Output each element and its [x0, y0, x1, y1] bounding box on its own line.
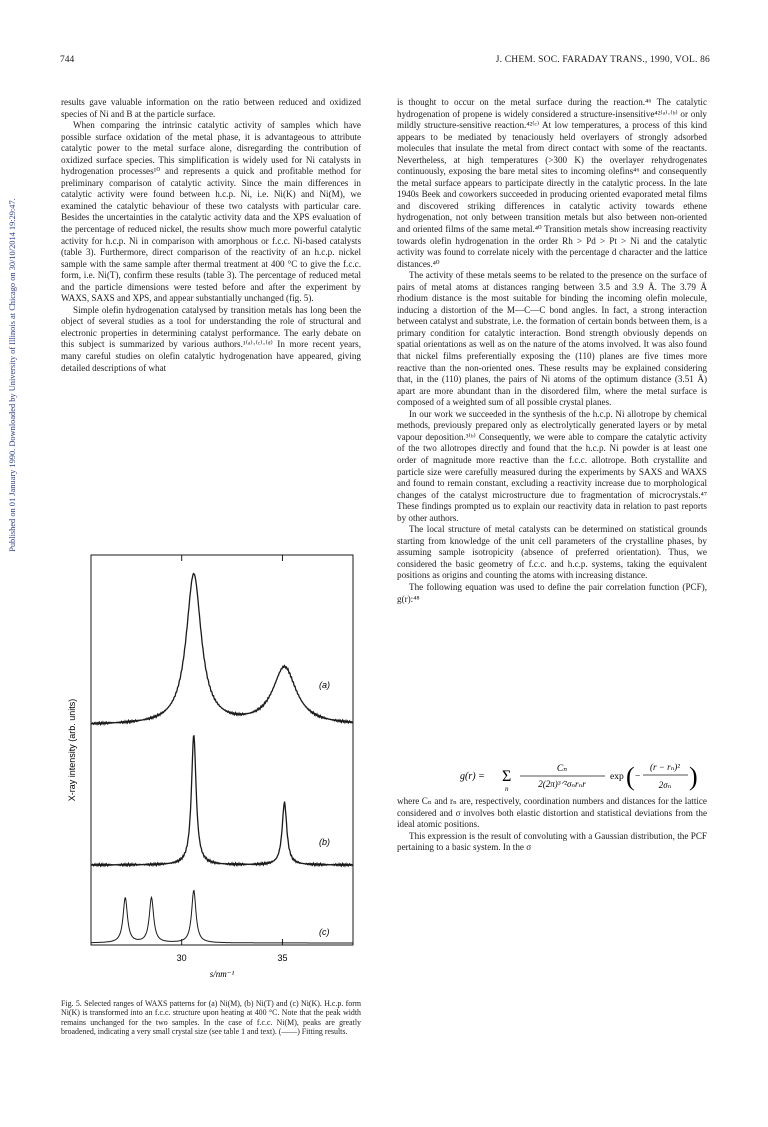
left-column [61, 97, 361, 374]
y-axis-label: X-ray intensity (arb. units) [67, 698, 77, 802]
paragraph: is thought to occur on the metal surface during the reaction.⁴⁶ The catalytic hydrogenation of propene is widely considered a structure-insensitive⁴²⁽ᵃ⁾·⁽ᵇ⁾ or only mildly structure-sensitive reaction.⁴²⁽ᶜ⁾ At low temperatures, a process of this kind appears to be mediated by tenaciously held overlayers of strongly adsorbed molecules that insulate the metal from direct contact with some of the reactants. Nevertheless, at high temperatures (>300 K) the overlayer rehydrogenates continuously, exposing the bare metal sites to incoming olefins⁴⁶ and consequently the metal surface appears to participate directly in the catalytic process. In the late 1940s Beek and coworkers succeeded in producing oriented evaporated metal films and discovered striking differences in catalytic activity towards ethene hydrogenation, not only between transition metals but also between non-oriented and oriented films of the same metal.⁴⁰ Transition metals show increasing reactivity towards olefin hydrogenation in the order Rh > Pd > Pt > Ni and the catalytic activity was found to correlate nicely with the percentage d character and the lattice distances.⁴⁰ [397, 97, 707, 269]
eq-exp-denominator: 2σₙ [658, 780, 672, 790]
right-column [397, 97, 707, 605]
paragraph: The local structure of metal catalysts can be determined on statistical grounds starting from knowledge of the unit cell parameters of the crystalline phases, by assuming sample isotropicity (absence of preferred orientation). Thus, we considered the basic geometry of f.c.c. and h.c.p. systems, taking the equivalent positions as origins and counting the atoms with increasing distance. [397, 524, 707, 581]
panel-label-c: (c) [319, 927, 330, 937]
download-watermark [0, 95, 16, 655]
svg-text:(: ( [626, 762, 635, 791]
paragraph: results gave valuable information on the ratio between reduced and oxidized species of Ni and B at the particle surface. [61, 97, 361, 119]
plot-frame [91, 555, 353, 945]
series-line-c [91, 891, 353, 943]
eq-lhs: g(r) = [460, 771, 485, 782]
series-line-a [91, 574, 353, 725]
series-line-b [91, 736, 353, 866]
x-tick-label: 35 [277, 953, 288, 963]
panel-label-b: (b) [319, 837, 330, 847]
x-tick-label: 30 [176, 953, 187, 963]
figure-caption: Fig. 5. Selected ranges of WAXS patterns for (a) Ni(M), (b) Ni(T) and (c) Ni(K). H.c.p. form Ni(K) is transformed into an f.c.c. structure upon heating at 400 °C. Note that the peak width remains unchanged for the two samples. In the case of f.c.c. Ni(M), peaks are greatly broadened, indicating a very small crystal size (see table 1 and text). (——) Fitting results. [61, 999, 361, 1037]
paragraph: When comparing the intrinsic catalytic activity of samples which have possible surface oxidation of the metal phase, it is advantageous to attribute catalytic power to the metal surface alone, disregarding the contribution of oxidized surface species. This simplification is widely used for Ni catalysts in hydrogenation processes¹⁰ and represents a quick and profitable method for preliminary comparison of catalytic activity. Since the main differences in catalytic activity were found between h.c.p. Ni, i.e. Ni(K) and Ni(M), we examined the catalytic behaviour of these two catalysts with particular care. Besides the uncertainties in the catalytic activity data and the XPS evaluation of the percentage of reduced nickel, the results show much more powerful catalytic activity for h.c.p. Ni in comparison with amorphous or f.c.c. Ni-based catalysts (table 3). Furthermore, direct comparison of the reactivity of an h.c.p. nickel sample with the same sample after thermal treatment at 400 °C to give the f.c.c. form, i.e. Ni(T), confirm these results (table 3). The percentage of reduced metal and the particle dimensions were tested before and after the experiment by WAXS, SAXS and XPS, and appear substantially unchanged (fig. 5). [61, 120, 361, 304]
eq-exp-numerator: (r − rₙ)² [650, 762, 680, 772]
eq-numerator: Cₙ [556, 764, 568, 774]
paragraph: This expression is the result of convoluting with a Gaussian distribution, the PCF pertaining to a basic system. In the σ [397, 830, 707, 853]
eq-sum: Σ [502, 768, 512, 785]
page-number: 744 [60, 55, 75, 65]
pcf-equation [440, 755, 700, 795]
journal-name: J. CHEM. SOC. FARADAY TRANS., 1990, VOL. 86 [495, 55, 710, 65]
watermark-text: Published on 01 January 1990. Downloaded by University of Illinois at Chicago on 30/10/2014 19:29:47. [8, 198, 17, 552]
eq-denominator: 2(2π)³ᐟ²σₙrₙr [538, 779, 586, 789]
figure-5 [61, 545, 361, 1015]
running-header [60, 55, 710, 69]
eq-sum-index: n [505, 785, 509, 793]
panel-label-a: (a) [319, 680, 330, 690]
eq-exp: exp [610, 772, 624, 782]
paragraph: The activity of these metals seems to be related to the presence on the surface of pairs of metal atoms at distances ranging between 3.5 and 3.9 Å. The 3.79 Å rhodium distance is the most suitable for binding the incoming olefin molecule, inducing a distortion of the M—C—C bond angles. In fact, a strong interaction between catalyst and substrate, i.e. the formation of certain bonds between them, is a primary condition for catalytic interaction. Bond strength obviously depends on spatial orientations as well as on the nature of the atoms involved. It was also found that nickel films preferentially exposing the (110) planes are five times more reactive than the non-oriented ones. These results may be explained considering that, in the (110) planes, the pairs of Ni atoms of the optimum distance (3.51 Å) apart are more abundant than in the disordered film, where the metal surface is composed of a weighted sum of all possible crystal planes. [397, 270, 707, 408]
right-column-continued [397, 796, 707, 854]
paragraph: The following equation was used to define the pair correlation function (PCF), g(r):⁴⁸ [397, 581, 707, 604]
x-axis-label: s/nm⁻¹ [209, 969, 235, 979]
paragraph: Simple olefin hydrogenation catalysed by transition metals has long been the object of several studies as a tool for understanding the role of structural and electronic properties in determining catalyst performance. The early debate on this subject is summarized by various authors.¹⁽ᵃ⁾·⁽ᶜ⁾·⁽ᵈ⁾ In more recent years, many careful studies on olefin catalytic hydrogenation have appeared, giving detailed descriptions of what [61, 304, 361, 373]
paragraph: where Cₙ and rₙ are, respectively, coordination numbers and distances for the lattice considered and σ involves both elastic distortion and statistical deviations from the ideal atomic positions. [397, 796, 707, 830]
svg-text:): ) [689, 762, 698, 791]
waxs-chart [61, 545, 361, 995]
svg-text:−: − [635, 772, 641, 782]
paragraph: In our work we succeeded in the synthesis of the h.c.p. Ni allotrope by chemical methods, previously prepared only as electrolytically generated layers or by metal vapour deposition.³⁽ᵇ⁾ Consequently, we were able to compare the catalytic activity of the two allotropes directly and found that the h.c.p. Ni powder is at least one order of magnitude more reactive than the f.c.c. allotrope. Both crystallite and particle size were carefully measured during the experiments by SAXS and WAXS and found to remain constant, excluding a reactivity increase due to morphological changes of the catalyst microstructure due to fragmentation of microcrystals.⁴⁷ These findings prompted us to explain our reactivity data in relation to past reports by other authors. [397, 408, 707, 523]
